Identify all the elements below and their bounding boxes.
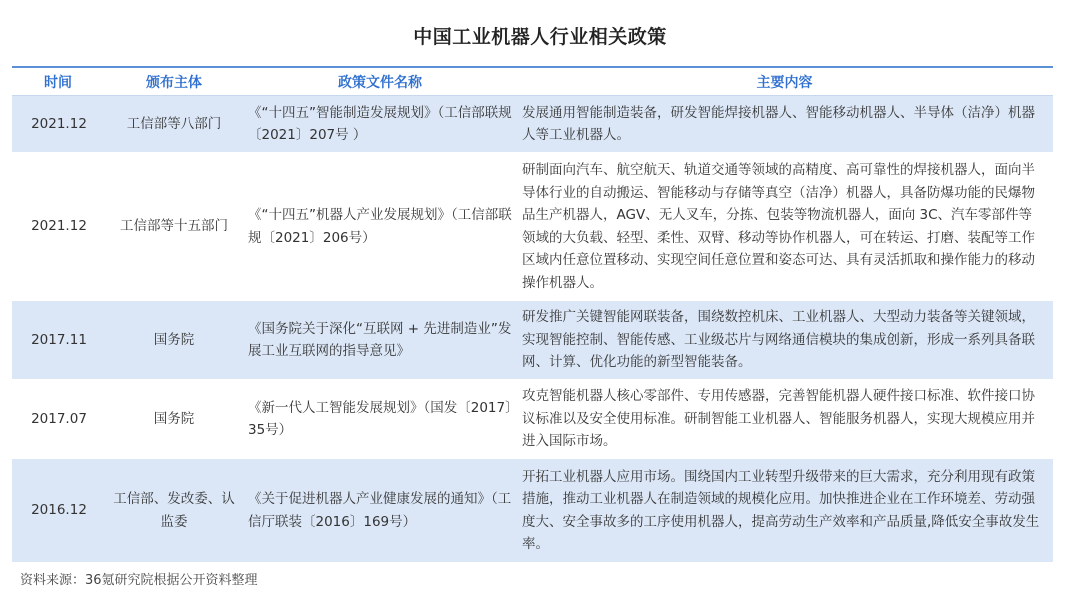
row-time: 2016.12: [12, 459, 104, 563]
source-note: 资料来源：36氪研究院根据公开资料整理: [20, 573, 258, 588]
row-doc: 《国务院关于深化“互联网 + 先进制造业”发展工业互联网的指导意见》: [244, 301, 516, 380]
header-time: 时间: [12, 68, 104, 96]
policy-table-grid: [12, 68, 1053, 563]
row-issuer: 国务院: [104, 301, 244, 380]
table-row: [12, 380, 1053, 459]
header-issuer: 颁布主体: [104, 68, 244, 96]
policy-table: [12, 66, 1053, 563]
table-row: [12, 96, 1053, 153]
row-content: 攻克智能机器人核心零部件、专用传感器，完善智能机器人硬件接口标准、软件接口协议标准以及安全使用标准。研制智能工业机器人、智能服务机器人，实现大规模应用并进入国际市场。: [516, 380, 1053, 459]
page-title: 中国工业机器人行业相关政策: [413, 26, 667, 48]
row-issuer: 工信部、发改委、认监委: [104, 459, 244, 563]
row-content: 发展通用智能制造装备，研发智能焊接机器人、智能移动机器人、半导体（洁净）机器人等工业机器人。: [516, 96, 1053, 153]
row-time: 2017.11: [12, 301, 104, 380]
header-doc: 政策文件名称: [244, 68, 516, 96]
row-doc: 《新一代人工智能发展规划》（国发〔2017〕35号）: [244, 380, 516, 459]
row-content: 研制面向汽车、航空航天、轨道交通等领域的高精度、高可靠性的焊接机器人，面向半导体行业的自动搬运、智能移动与存储等真空（洁净）机器人，具备防爆功能的民爆物品生产机器人，AGV、无人叉车，分拣、包装等物流机器人，面向 3C、汽车零部件等领域的大负载、轻型、柔性、双臂、移动等协作机器人，可在转运、打磨、装配等工作区域内任意位置移动、实现空间任意位置和姿态可达、具有灵活抓取和操作能力的移动操作机器人。: [516, 153, 1053, 301]
row-issuer: 工信部等十五部门: [104, 153, 244, 301]
row-content: 开拓工业机器人应用市场。围绕国内工业转型升级带来的巨大需求，充分利用现有政策措施，推动工业机器人在制造领域的规模化应用。加快推进企业在工作环境差、劳动强度大、安全事故多的工序使用机器人，提高劳动生产效率和产品质量,降低安全事故发生率。: [516, 459, 1053, 563]
row-content: 研发推广关键智能网联装备，围绕数控机床、工业机器人、大型动力装备等关键领域，实现智能控制、智能传感、工业级芯片与网络通信模块的集成创新，形成一系列具备联网、计算、优化功能的新型智能装备。: [516, 301, 1053, 380]
table-row: [12, 153, 1053, 301]
row-issuer: 国务院: [104, 380, 244, 459]
row-issuer: 工信部等八部门: [104, 96, 244, 153]
row-time: 2021.12: [12, 153, 104, 301]
table-row: [12, 459, 1053, 563]
row-doc: 《关于促进机器人产业健康发展的通知》（工信厅联装〔2016〕169号）: [244, 459, 516, 563]
row-time: 2017.07: [12, 380, 104, 459]
header-content: 主要内容: [516, 68, 1053, 96]
row-doc: 《“十四五”智能制造发展规划》（工信部联规〔2021〕207号 ）: [244, 96, 516, 153]
table-header-row: [12, 68, 1053, 96]
row-time: 2021.12: [12, 96, 104, 153]
row-doc: 《“十四五”机器人产业发展规划》（工信部联规〔2021〕206号）: [244, 153, 516, 301]
table-row: [12, 301, 1053, 380]
